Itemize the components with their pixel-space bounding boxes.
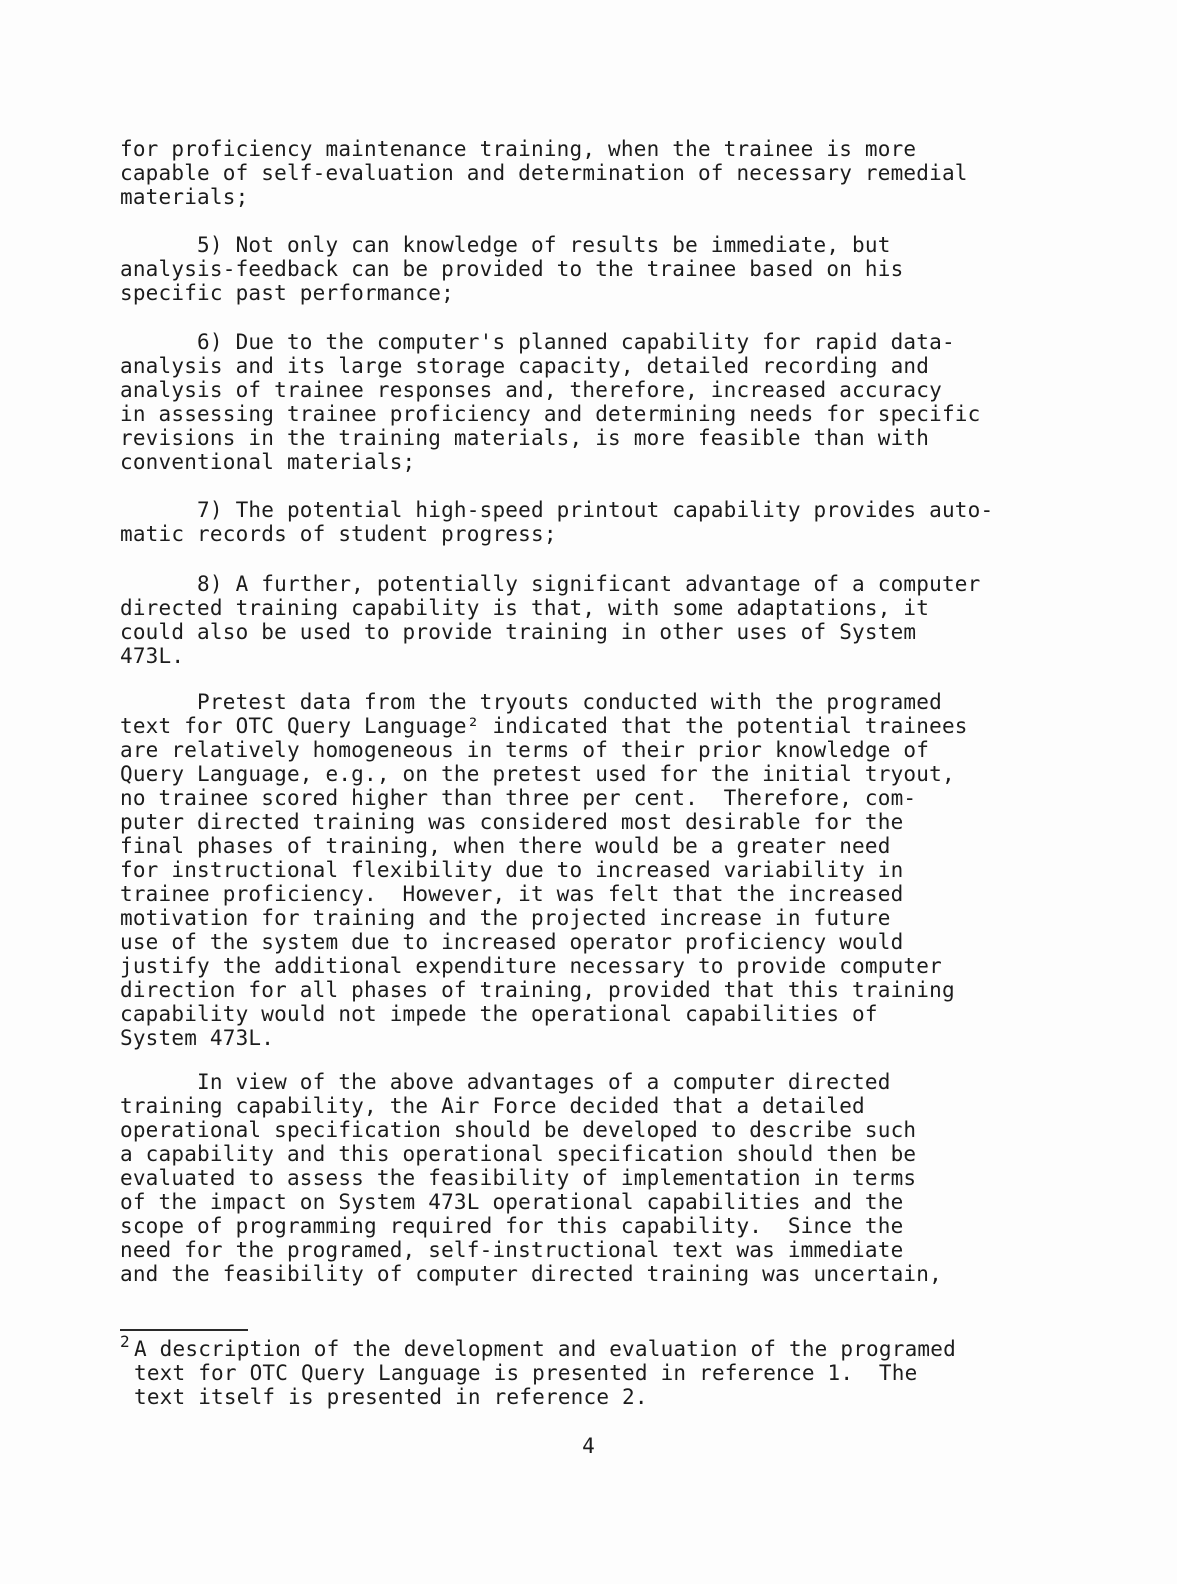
footnote-marker: 2 [120,1332,130,1351]
paragraph-item-6: 6) Due to the computer's planned capability for rapid data- analysis and its large storage capacity, detailed recording and analysis of trainee responses and, therefore, increased accuracy in assessing trainee proficiency and determining needs for specific revisions in the training materials, is more feasible than with conventional materials; [120,330,981,474]
paragraph-item-8: 8) A further, potentially significant advantage of a computer directed training capability is that, with some adaptations, it could also be used to provide training in other uses of System 473L. [120,572,981,668]
footnote-text: A description of the development and evaluation of the programed text for OTC Query Language is presented in reference 1. The text itself is presented in reference 2. [134,1337,956,1409]
paragraph-item-7: 7) The potential high-speed printout capability provides auto- matic records of student progress; [120,498,994,546]
footnote-divider [120,1329,248,1331]
paragraph-continuation: for proficiency maintenance training, when the trainee is more capable of self-evaluation and determination of necessary remedial materials; [120,137,968,209]
paragraph-item-5: 5) Not only can knowledge of results be immediate, but analysis-feedback can be provided to the trainee based on his specific past performance; [120,233,904,305]
paragraph-pretest: Pretest data from the tryouts conducted with the programed text for OTC Query Language² indicated that the potential trainees are relatively homogeneous in terms of their prior knowledge of Query Language, e.g., on the pretest used for the initial tryout, no trainee scored higher than three per cent. Therefore, com- puter directed training was considered most desirable for the final phases of training, when there would be a greater need for instructional flexibility due to increased variability in trainee proficiency. However, it was felt that the increased motivation for training and the projected increase in future use of the system due to increased operator proficiency would justify the additional expenditure necessary to provide computer direction for all phases of training, provided that this training capability would not impede the operational capabilities of System 473L. [120,690,968,1050]
page-number: 4 [582,1434,595,1458]
paragraph-in-view: In view of the above advantages of a computer directed training capability, the Air Force decided that a detailed operational specification should be developed to describe such a capability and this operational specification should then be evaluated to assess the feasibility of implementation in terms of the impact on System 473L operational capabilities and the scope of programming required for this capability. Since the need for the programed, self-instructional text was immediate and the feasibility of computer directed training was uncertain, [120,1070,942,1286]
